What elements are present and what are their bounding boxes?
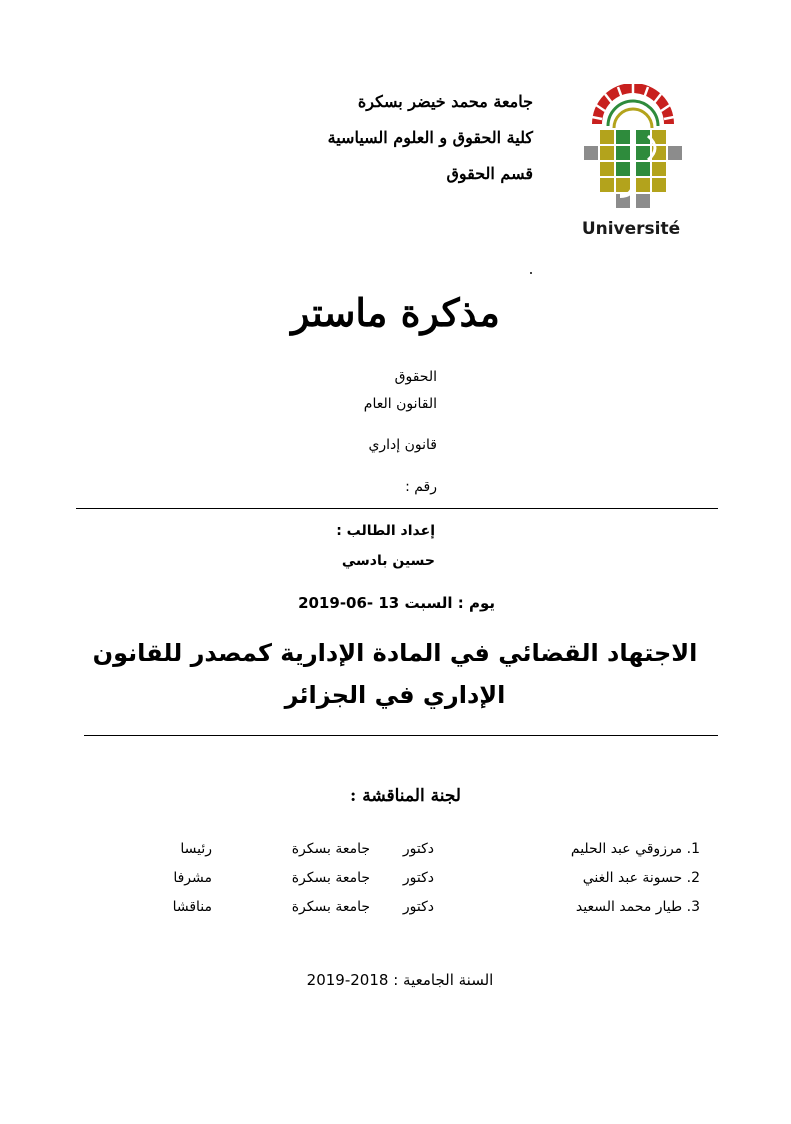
memo-title: مذكرة ماستر: [291, 290, 500, 335]
thesis-title-line1: الاجتهاد القضائي في المادة الإدارية كمصدر للقانون: [92, 639, 698, 667]
committee-member: [160, 899, 700, 929]
defense-date: يوم : السبت 13 -06-2019: [298, 594, 495, 612]
field-number: رقم :: [405, 479, 437, 495]
member-role: مناقشا: [172, 899, 212, 915]
committee-member: [160, 841, 700, 871]
member-university: جامعة بسكرة: [291, 841, 370, 857]
academic-year: السنة الجامعية : 2018-2019: [306, 971, 494, 989]
member-university: جامعة بسكرة: [291, 870, 370, 886]
stray-dot: [530, 272, 532, 274]
thesis-title: [90, 632, 700, 716]
member-name: 2. حسونة عبد الغني: [582, 870, 700, 886]
member-degree: دكتور: [402, 841, 434, 857]
committee-member: [160, 870, 700, 900]
field-domain: الحقوق: [394, 369, 437, 385]
field-specialty: قانون إداري: [368, 437, 437, 453]
thesis-title-line2: الإداري في الجزائر: [284, 681, 506, 709]
divider-bottom: [84, 735, 718, 736]
department-name: قسم الحقوق: [446, 164, 533, 183]
committee-title: لجنة المناقشة :: [350, 786, 461, 806]
member-name: 1. مرزوقي عبد الحليم: [570, 841, 700, 857]
member-degree: دكتور: [402, 899, 434, 915]
logo-caption: Université: [581, 219, 681, 239]
member-degree: دكتور: [402, 870, 434, 886]
member-role: رئيسا: [180, 841, 212, 857]
field-branch: القانون العام: [363, 396, 437, 412]
faculty-name: كلية الحقوق و العلوم السياسية: [327, 128, 533, 147]
member-role: مشرفا: [173, 870, 212, 886]
prepared-by-label: إعداد الطالب :: [336, 523, 435, 539]
university-header: [233, 88, 533, 196]
university-logo: [578, 84, 688, 234]
university-name: جامعة محمد خيضر بسكرة: [357, 92, 533, 111]
divider-top: [76, 508, 718, 509]
member-name: 3. طيار محمد السعيد: [575, 899, 700, 915]
student-name: حسين بادسي: [341, 553, 435, 569]
member-university: جامعة بسكرة: [291, 899, 370, 915]
